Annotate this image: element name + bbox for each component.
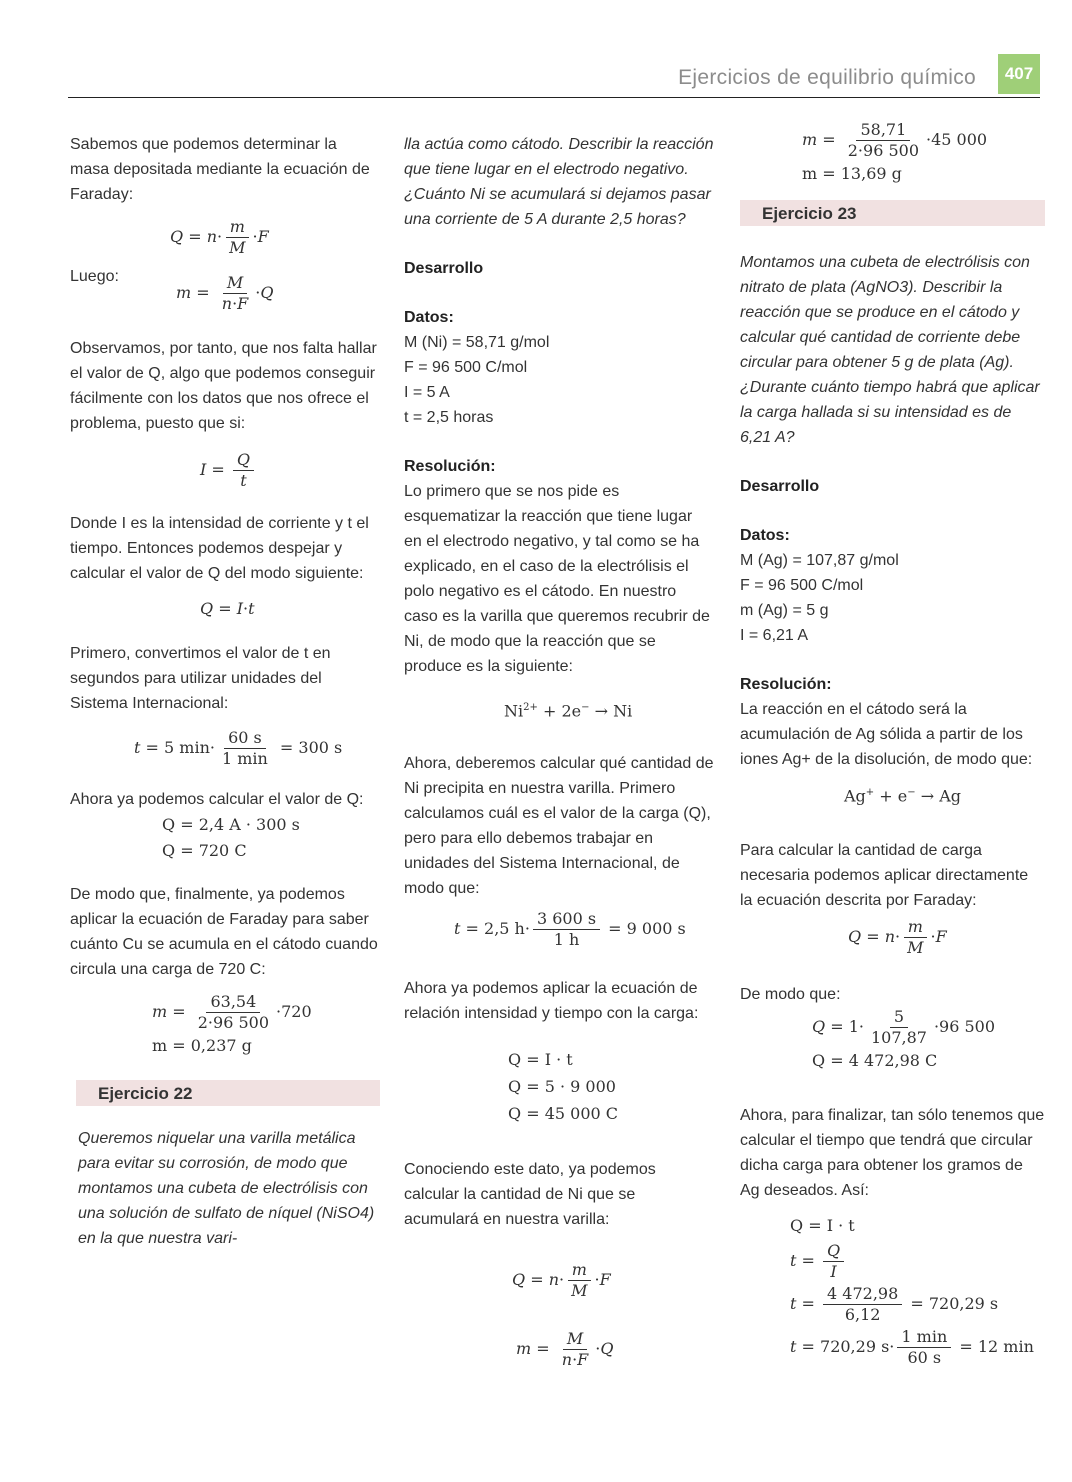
eq-ni-reduction: $Ni^{2+} + 2e^- \to Ni$ (504, 701, 633, 721)
eq-q-ni-c: Q = 45 000 C (508, 1104, 619, 1124)
c1-luego: Luego: (70, 268, 119, 285)
eq-m-ni-calc: m = $\frac{58,71}{2\cdot 96 500}$ ·45 000 m = 13,69 g (802, 120, 1045, 186)
c1-p4: Primero, convertimos el valor de t en segundos para utilizar unidades del Sistema Internacional: (70, 645, 331, 712)
c2-r3: Ahora ya podemos aplicar la ecuación de relación intensidad y tiempo con la carga: (404, 980, 699, 1023)
c2-d1: M (Ni) = 58,71 g/mol (404, 334, 550, 351)
exercise-22-heading: Ejercicio 22 (76, 1080, 380, 1106)
eq-q-ag: Q = 1· $\frac{5}{107,87}$ ·96 500 Q = 4 472,98 C (812, 1007, 1045, 1073)
c3-r1: La reacción en el cátodo será la acumulación de Ag sólida a partir de los iones Ag+ de la disolución, de modo que: (740, 701, 1033, 768)
running-header: Ejercicios de equilibrio químico (678, 66, 976, 89)
exercise-22-statement-cont: lla actúa como cátodo. Describir la reacción que tiene lugar en el electrodo negativo. ¿Cuánto Ni se acumulará si dejamos pasar una corriente de 5 A durante 2,5 horas? (404, 136, 714, 228)
header-rule (68, 97, 1040, 98)
page-number: 407 (998, 54, 1040, 94)
eq-m-cu: m = $\frac{63,54}{2\cdot 96 500}$ ·720 m = 0,237 g (152, 992, 380, 1058)
eq-q-ni (508, 1046, 714, 1127)
eq-faraday: Q = n· $\frac{m}{M}$ ·F (170, 217, 269, 257)
c2-d2: F = 96 500 C/mol (404, 359, 528, 376)
c3-d4: I = 6,21 A (740, 627, 809, 644)
c3-r4: Ahora, para finalizar, tan sólo tenemos que calcular el tiempo que tendrá que circular dicha carga para obtener los gramos de Ag deseados. Así: (740, 1107, 1045, 1200)
c3-datos: Datos: (740, 527, 790, 544)
c2-resolucion: Resolución: (404, 458, 496, 475)
exercise-22-statement: Queremos niquelar una varilla metálica para evitar su corrosión, de modo que montamos una cubeta de electrólisis con una solución de sulfato de níquel (NiSO4) en la que nuestra vari- (78, 1130, 375, 1247)
eq-q-it: Q = I·t (200, 599, 255, 618)
eq-q-ni-b: Q = 5 · 9 000 (508, 1077, 616, 1097)
eq-q2: Q = 720 C (162, 841, 247, 860)
c2-datos: Datos: (404, 309, 454, 326)
c1-p2: Observamos, por tanto, que nos falta hallar el valor de Q, algo que podemos conseguir fácilmente con los datos que nos ofrece el problema, puesto que si: (70, 340, 377, 432)
eq-q-ni-a: Q = I · t (508, 1050, 573, 1070)
c3-r3: De modo que: (740, 986, 841, 1004)
eq-t-ag: Q = I · t t = $\frac{Q}{I}$ t = $\frac{4 472,98}{6,12}$ = 720,29 s t = 720,29 s· $\frac{1 \min}{60 s}$ = 12 min (790, 1213, 1045, 1368)
c3-desarrollo: Desarrollo (740, 478, 820, 495)
eq-t-ag-1: Q = I · t (790, 1216, 855, 1236)
eq-intensity: I = $\frac{Q}{t}$ (200, 450, 380, 491)
c2-r2: Ahora, deberemos calcular qué cantidad de Ni precipita en nuestra varilla. Primero calculamos cuál es el valor de la carga (Q), pero para ello debemos trabajar en unidades del Sistema Internacional, de modo que: (404, 755, 714, 898)
eq-t-hours: t = 2,5 h· $\frac{3 600 s}{1 h}$ = 9 000 s (454, 909, 686, 950)
c3-resolucion: Resolución: (740, 676, 832, 693)
c3-d1: M (Ag) = 107,87 g/mol (740, 552, 899, 569)
c2-r4: Conociendo este dato, ya podemos calcular la cantidad de Ni que se acumulará en nuestra varilla: (404, 1161, 656, 1229)
c1-p6: De modo que, finalmente, ya podemos aplicar la ecuación de Faraday para saber cuánto Cu se acumula en el cátodo cuando circula una carga de 720 C: (70, 886, 378, 978)
eq-q1: Q = 2,4 A · 300 s (162, 815, 300, 834)
column-1 (70, 132, 380, 1251)
eq-q-ag-result: Q = 4 472,98 C (812, 1051, 938, 1071)
column-3 (740, 120, 1045, 1368)
exercise-23-heading: Ejercicio 23 (740, 200, 1045, 226)
eq-t-conversion: t = 5 min· $\frac{60 s}{1 \min}$ = 300 s (134, 728, 343, 768)
exercise-23-statement: Montamos una cubeta de electrólisis con nitrato de plata (AgNO3). Describir la reacción que se produce en el cátodo y calcular qué cantidad de corriente debe circular para obtener 5 g de plata (Ag). ¿Durante cuánto tiempo habrá que aplicar la carga hallada si su intensidad es de 6,21 A? (740, 254, 1040, 446)
eq-q-value (162, 812, 380, 864)
c2-d3: I = 5 A (404, 384, 450, 401)
eq-faraday-ni: Q = n· $\frac{m}{M}$ ·F (512, 1260, 611, 1301)
c1-p3: Donde I es la intensidad de corriente y t el tiempo. Entonces podemos despejar y calcular el valor de Q del modo siguiente: (70, 515, 369, 582)
eq-m-isolated: m = $\frac{M}{n\cdot F}$ ·Q (176, 273, 274, 313)
c1-p5: Ahora ya podemos calcular el valor de Q: (70, 791, 364, 808)
c3-r2: Para calcular la cantidad de carga necesaria podemos aplicar directamente la ecuación descrita por Faraday: (740, 842, 1029, 910)
c2-d4: t = 2,5 horas (404, 409, 494, 426)
c2-desarrollo: Desarrollo (404, 260, 484, 277)
column-2 (404, 132, 714, 1370)
c3-d3: m (Ag) = 5 g (740, 602, 829, 619)
eq-ag-reduction: Ag+ + e− → Ag (844, 786, 961, 806)
c3-d2: F = 96 500 C/mol (740, 577, 864, 594)
c2-r1: Lo primero que se nos pide es esquematizar la reacción que tiene lugar en el electrodo negativo, y tal como se ha explicado, en el caso de la electrólisis el polo negativo es el cátodo. En nuestro caso es la varilla que queremos recubrir de Ni, de modo que la reacción que se produce es la siguiente: (404, 483, 710, 675)
eq-faraday-ag: Q = n· $\frac{m}{M}$ ·F (848, 917, 947, 958)
eq-m-ni-result: m = 13,69 g (802, 164, 902, 183)
eq-m-ni: m = $\frac{M}{n\cdot F}$ ·Q (516, 1329, 614, 1370)
eq-m-cu-result: m = 0,237 g (152, 1036, 252, 1055)
c1-p1: Sabemos que podemos determinar la masa depositada mediante la ecuación de Faraday: (70, 136, 370, 203)
